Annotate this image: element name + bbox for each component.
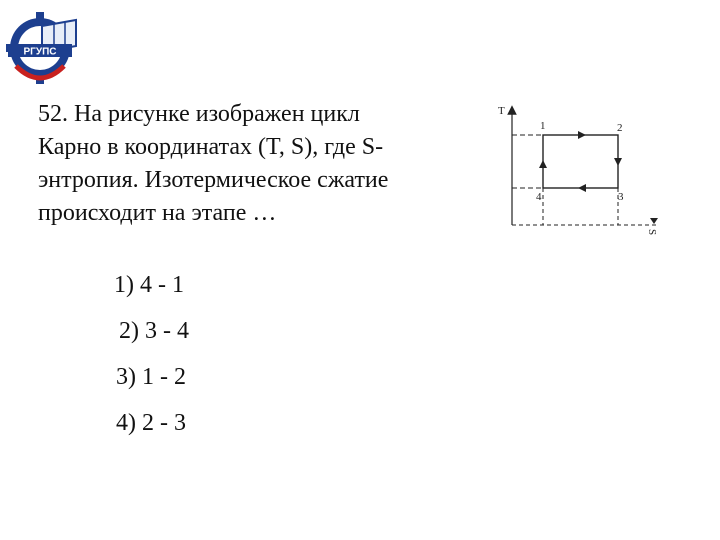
s-axis-arrow-icon [650, 218, 658, 224]
question-line: происходит на этапе … [38, 200, 277, 226]
point-4-label: 4 [536, 191, 542, 203]
arrow-3-4-icon [578, 184, 586, 192]
question-line: Карно в координатах (T, S), где S- [38, 134, 384, 160]
t-axis-label: T [498, 105, 505, 117]
question-text [38, 98, 478, 230]
university-logo [2, 6, 82, 88]
cycle-path [543, 135, 618, 188]
answer-option-3[interactable]: 3) 1 - 2 [116, 364, 186, 390]
logo-text: РГУПС [23, 46, 57, 58]
point-1-label: 1 [540, 120, 546, 132]
arrow-2-3-icon [614, 158, 622, 166]
arrow-4-1-icon [539, 160, 547, 168]
answer-option-1[interactable]: 1) 4 - 1 [114, 272, 184, 298]
question-line: 52. На рисунке изображен цикл [38, 101, 360, 127]
answer-option-4[interactable]: 4) 2 - 3 [116, 410, 186, 436]
point-3-label: 3 [618, 191, 624, 203]
point-2-label: 2 [617, 122, 623, 134]
arrow-1-2-icon [578, 131, 586, 139]
carnot-cycle-diagram [490, 100, 670, 250]
question-line: энтропия. Изотермическое сжатие [38, 167, 389, 193]
answer-option-2[interactable]: 2) 3 - 4 [119, 318, 189, 344]
s-axis-label: S [646, 229, 658, 236]
